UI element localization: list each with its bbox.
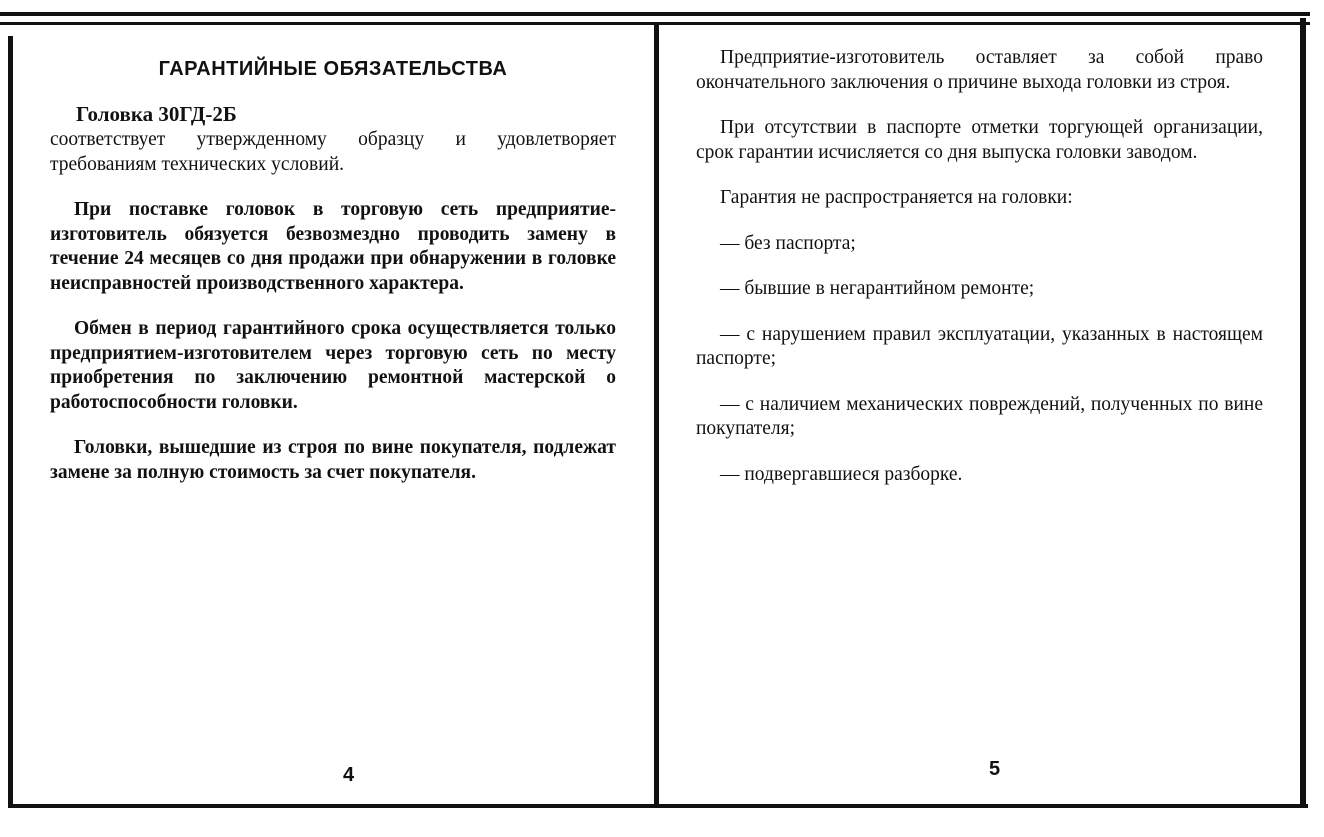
page-number-left: 4 xyxy=(343,764,355,786)
paragraph-exclusions-intro: Гарантия не распространяется на головки: xyxy=(720,187,1073,208)
right-page-edge xyxy=(1300,18,1306,808)
paragraph-no-stamp: При отсутствии в паспорте отметки торгующей организации, срок гарантии исчисляется со дня выпуска головки заводом. xyxy=(696,117,1263,163)
paragraph-exchange: Обмен в период гарантийного срока осуществляется только предприятием-изготовителем через торговую сеть по месту приобретения по заключению ремонтной мастерской о работоспособности головки. xyxy=(50,318,616,413)
page-title: ГАРАНТИЙНЫЕ ОБЯЗАТЕЛЬСТВА xyxy=(158,58,508,80)
page-number-right: 5 xyxy=(989,758,1001,780)
left-page xyxy=(50,46,616,506)
bottom-border xyxy=(10,804,1308,808)
exclusion-item: — с наличием механических повреждений, полученных по вине покупателя; xyxy=(696,393,1263,439)
paragraph-buyer-fault: Головки, вышедшие из строя по вине покупателя, подлежат замене за полную стоимость за счет покупателя. xyxy=(50,437,616,483)
top-border xyxy=(0,12,1310,16)
exclusion-item: — подвергавшиеся разборке. xyxy=(720,463,963,485)
exclusion-item: — без паспорта; xyxy=(720,232,856,254)
product-model: Головка 30ГД-2Б xyxy=(76,102,237,126)
paragraph-conformity: соответствует утвержденному образцу и удовлетворяет требованиям технических условий. xyxy=(50,129,616,175)
exclusion-item: — бывшие в негарантийном ремонте; xyxy=(720,278,1035,299)
exclusion-item: — с нарушением правил эксплуатации, указанных в настоящем паспорте; xyxy=(696,323,1263,369)
left-page-edge xyxy=(8,36,13,808)
page-spine-divider xyxy=(654,24,659,806)
right-page xyxy=(696,46,1263,508)
paragraph-replacement: При поставке головок в торговую сеть предприятие-изготовитель обязуется безвозмездно проводить замену в течение 24 месяцев со дня продажи при обнаружении в головке неисправностей производственного характера. xyxy=(50,199,616,294)
paragraph-manufacturer-right: Предприятие-изготовитель оставляет за собой право окончательного заключения о причине выхода головки из строя. xyxy=(696,47,1263,93)
